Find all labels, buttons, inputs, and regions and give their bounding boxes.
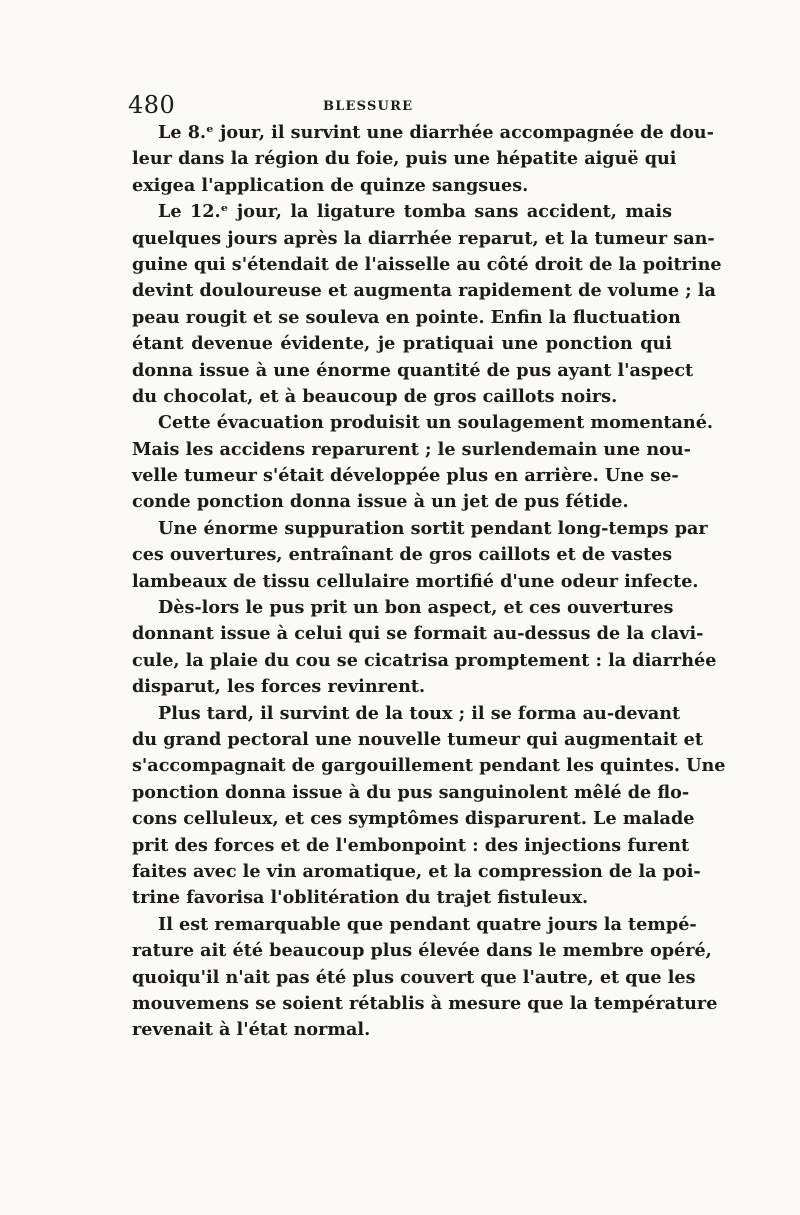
text-line: trine favorisa l'oblitération du trajet fistuleux. xyxy=(132,887,589,909)
text-line: du chocolat, et à beaucoup de gros caillots noirs. xyxy=(132,385,618,407)
text-line: étant devenue évidente, je pratiquai une ponction qui xyxy=(132,333,672,355)
text-line: cons celluleux, et ces symptômes disparurent. Le malade xyxy=(132,808,695,830)
paragraph xyxy=(132,199,722,410)
running-head: BLESSURE xyxy=(323,99,414,114)
text-line: quoiqu'il n'ait pas été plus couvert que l'autre, et que les xyxy=(132,966,696,988)
text-line: Cette évacuation produisit un soulagement momentané. xyxy=(158,412,714,434)
text-line: ponction donna issue à du pus sanguinolent mêlé de flo- xyxy=(132,781,690,803)
text-line: donna issue à une énorme quantité de pus ayant l'aspect xyxy=(132,359,694,381)
text-line: conde ponction donna issue à un jet de pus fétide. xyxy=(132,491,629,513)
text-line: devint douloureuse et augmenta rapidement de volume ; la xyxy=(132,280,716,302)
text-line: Mais les accidens reparurent ; le surlendemain une nou- xyxy=(132,438,691,460)
text-line: peau rougit et se souleva en pointe. Enfin la fluctuation xyxy=(132,306,681,328)
text-line: Plus tard, il survint de la toux ; il se forma au-devant xyxy=(158,702,681,724)
text-line: ces ouvertures, entraînant de gros caillots et de vastes xyxy=(132,544,673,566)
body-text xyxy=(132,120,726,1044)
page-number: 480 xyxy=(128,91,176,119)
text-line: faites avec le vin aromatique, et la compression de la poi- xyxy=(132,860,701,882)
page-header xyxy=(128,88,672,122)
paragraph xyxy=(132,595,717,701)
text-line: exigea l'application de quinze sangsues. xyxy=(132,174,529,196)
text-line: Le 12.ᵉ jour, la ligature tomba sans accident, mais xyxy=(158,201,672,223)
text-line: lambeaux de tissu cellulaire mortifié d'une odeur infecte. xyxy=(132,570,699,592)
text-line: cule, la plaie du cou se cicatrisa promptement : la diarrhée xyxy=(132,649,717,671)
text-line: revenait à l'état normal. xyxy=(132,1019,371,1041)
text-line: Une énorme suppuration sortit pendant long-temps par xyxy=(158,517,708,539)
text-line: prit des forces et de l'embonpoint : des injections furent xyxy=(132,834,690,856)
text-line: s'accompagnait de gargouillement pendant les quintes. Une xyxy=(132,755,726,777)
paragraph xyxy=(132,912,718,1044)
text-line: donnant issue à celui qui se formait au-dessus de la clavi- xyxy=(132,623,704,645)
text-line: leur dans la région du foie, puis une hépatite aiguë qui xyxy=(132,148,677,170)
text-line: Il est remarquable que pendant quatre jours la tempé- xyxy=(158,913,697,935)
paragraph xyxy=(132,701,726,912)
text-line: velle tumeur s'était développée plus en arrière. Une se- xyxy=(132,465,679,487)
text-line: Le 8.ᵉ jour, il survint une diarrhée accompagnée de dou- xyxy=(158,122,714,143)
text-line: Dès-lors le pus prit un bon aspect, et ces ouvertures xyxy=(158,597,674,619)
paragraph xyxy=(132,410,714,516)
text-line: disparut, les forces revinrent. xyxy=(132,676,426,698)
text-line: mouvemens se soient rétablis à mesure que la température xyxy=(132,992,718,1014)
text-line: rature ait été beaucoup plus élevée dans le membre opéré, xyxy=(132,940,712,962)
paragraph xyxy=(132,120,714,199)
paragraph xyxy=(132,516,708,595)
text-line: quelques jours après la diarrhée reparut, et la tumeur san- xyxy=(132,227,715,249)
text-line: guine qui s'étendait de l'aisselle au côté droit de la poitrine xyxy=(132,253,722,275)
text-line: du grand pectoral une nouvelle tumeur qui augmentait et xyxy=(132,728,703,750)
